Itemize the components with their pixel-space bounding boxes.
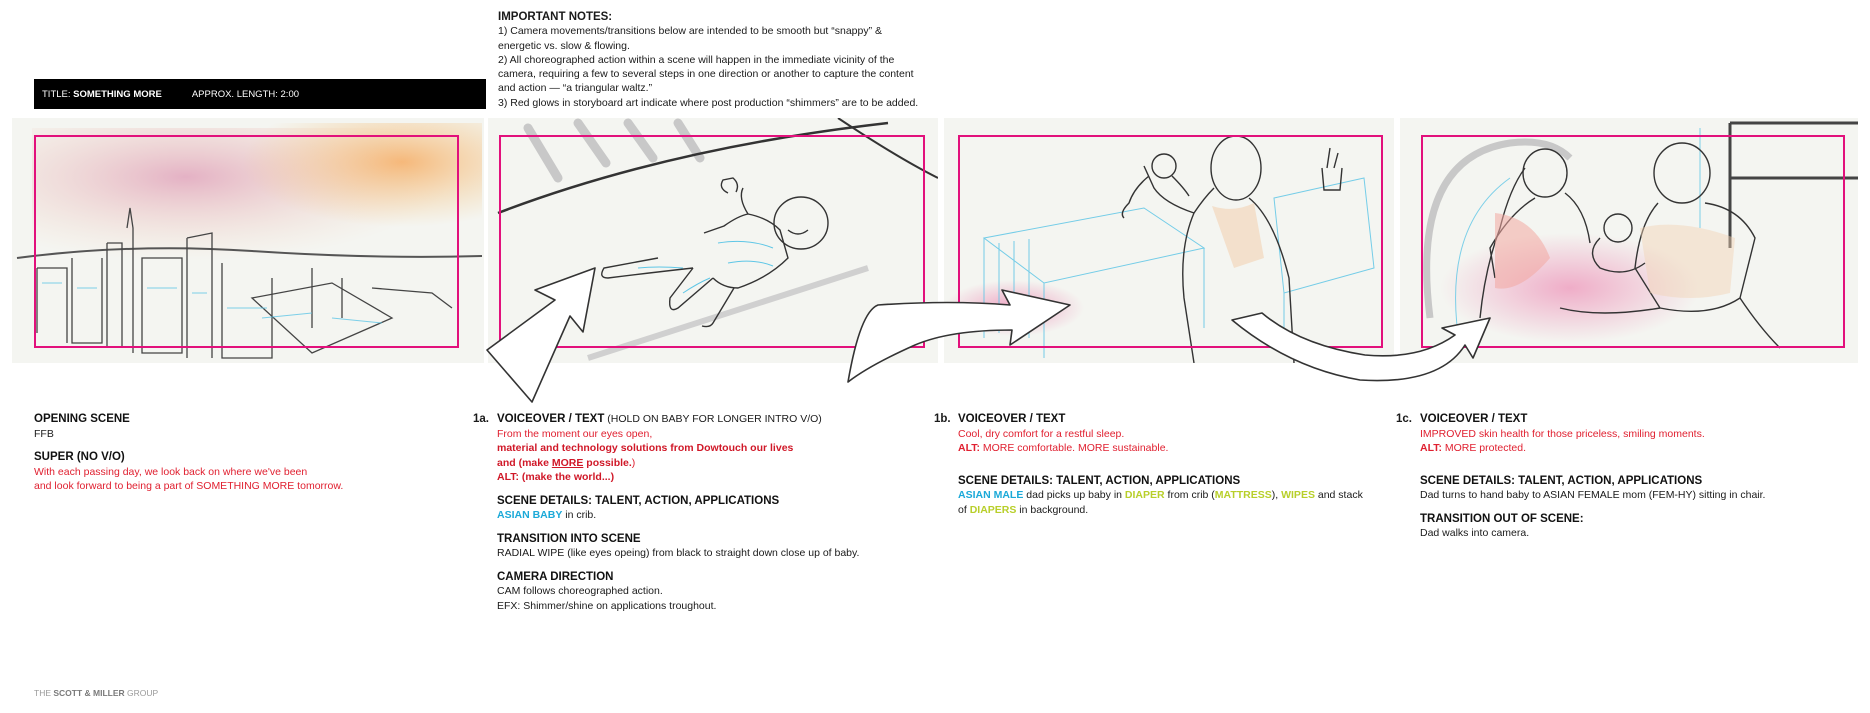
- scene-1c-text: [1396, 412, 1860, 541]
- notes-line: energetic vs. slow & flowing.: [498, 39, 630, 52]
- scene-1b-text: [934, 412, 1388, 517]
- scene-details-heading: SCENE DETAILS: TALENT, ACTION, APPLICATIONS: [958, 474, 1241, 487]
- length-label: APPROX. LENGTH: 2:00: [191, 88, 300, 100]
- alt-line: ALT: (make the world...): [497, 471, 615, 483]
- voiceover-line: material and technology solutions from Dowtouch our lives: [497, 442, 794, 454]
- footer-brand: THE SCOTT & MILLER GROUP: [34, 688, 159, 698]
- safe-frame: [1421, 135, 1845, 348]
- notes-line: 2) All choreographed action within a scene will happen in the immediate vicinity of the: [498, 53, 895, 66]
- brand-name: SCOTT & MILLER: [53, 688, 125, 698]
- super-heading: SUPER (NO V/O): [34, 451, 125, 463]
- product-label: DIAPER: [1124, 489, 1165, 501]
- transition-text: Dad walks into camera.: [1420, 527, 1530, 539]
- important-notes: [498, 10, 938, 110]
- notes-heading: IMPORTANT NOTES:: [498, 11, 613, 23]
- scene-details-text: ASIAN BABY in crib.: [497, 509, 597, 521]
- voiceover-heading: VOICEOVER / TEXT: [497, 413, 605, 425]
- voiceover-line: and (make MORE possible.): [497, 456, 636, 469]
- talent-label: ASIAN MALE: [958, 489, 1024, 501]
- notes-line: and action — “a triangular waltz.”: [498, 82, 653, 95]
- scene-number: 1b.: [934, 413, 951, 425]
- scene-1a-text: [473, 412, 917, 613]
- camera-heading: CAMERA DIRECTION: [497, 570, 614, 583]
- talent-label: ASIAN BABY: [497, 509, 563, 521]
- voiceover-line: From the moment our eyes open,: [497, 427, 653, 440]
- super-line: With each passing day, we look back on where we've been: [34, 465, 308, 478]
- alt-line: ALT: MORE comfortable. MORE sustainable.: [958, 442, 1169, 454]
- title-label: TITLE: SOMETHING MORE: [42, 88, 162, 100]
- opening-scene-sub: FFB: [34, 427, 54, 440]
- transition-text: RADIAL WIPE (like eyes opeing) from black to straight down close up of baby.: [497, 547, 860, 559]
- opening-scene-heading: OPENING SCENE: [34, 413, 130, 425]
- safe-frame: [958, 135, 1383, 348]
- scene-details-text: of DIAPERS in background.: [958, 503, 1089, 516]
- camera-line: EFX: Shimmer/shine on applications troughout.: [497, 599, 717, 612]
- opening-scene-text: [34, 412, 474, 494]
- voiceover-line: IMPROVED skin health for those priceless, smiling moments.: [1420, 427, 1705, 440]
- safe-frame: [34, 135, 459, 348]
- more-emphasis: MORE: [551, 456, 584, 469]
- safe-frame: [499, 135, 925, 348]
- title-bar: [34, 79, 486, 109]
- scene-details-text: Dad turns to hand baby to ASIAN FEMALE mom (FEM-HY) sitting in chair.: [1420, 489, 1766, 501]
- voiceover-heading: VOICEOVER / TEXT: [1420, 413, 1528, 425]
- transition-heading: TRANSITION INTO SCENE: [497, 532, 641, 545]
- super-line: and look forward to being a part of SOMETHING MORE tomorrow.: [34, 480, 344, 492]
- product-label: DIAPERS: [969, 503, 1017, 516]
- alt-line: ALT: MORE protected.: [1420, 442, 1526, 454]
- voiceover-line: Cool, dry comfort for a restful sleep.: [958, 427, 1125, 440]
- notes-line: 1) Camera movements/transitions below are intended to be smooth but “snappy” &: [498, 25, 883, 38]
- product-label: MATTRESS: [1214, 489, 1272, 501]
- storyboard-panel-1b: [944, 118, 1394, 363]
- product-label: WIPES: [1281, 489, 1315, 501]
- notes-line: 3) Red glows in storyboard art indicate where post production “shimmers” are to be added.: [498, 96, 919, 109]
- storyboard-panel-1a: [488, 118, 938, 363]
- camera-line: CAM follows choreographed action.: [497, 585, 663, 597]
- scene-number: 1a.: [473, 413, 489, 425]
- scene-details-heading: SCENE DETAILS: TALENT, ACTION, APPLICATIONS: [1420, 474, 1703, 487]
- storyboard-panel-1c: [1400, 118, 1858, 363]
- voiceover-heading: VOICEOVER / TEXT: [958, 413, 1066, 425]
- notes-line: camera, requiring a few to several steps in one direction or another to capture the content: [498, 68, 914, 81]
- scene-details-text: ASIAN MALE dad picks up baby in DIAPER from crib (MATTRESS), WIPES and stack: [958, 489, 1363, 501]
- scene-number: 1c.: [1396, 413, 1412, 425]
- voiceover-note: (HOLD ON BABY FOR LONGER INTRO V/O): [604, 413, 822, 425]
- storyboard-panel-opening: [12, 118, 484, 363]
- title-value: SOMETHING MORE: [73, 88, 162, 100]
- scene-details-heading: SCENE DETAILS: TALENT, ACTION, APPLICATIONS: [497, 494, 780, 507]
- transition-heading: TRANSITION OUT OF SCENE:: [1420, 512, 1584, 525]
